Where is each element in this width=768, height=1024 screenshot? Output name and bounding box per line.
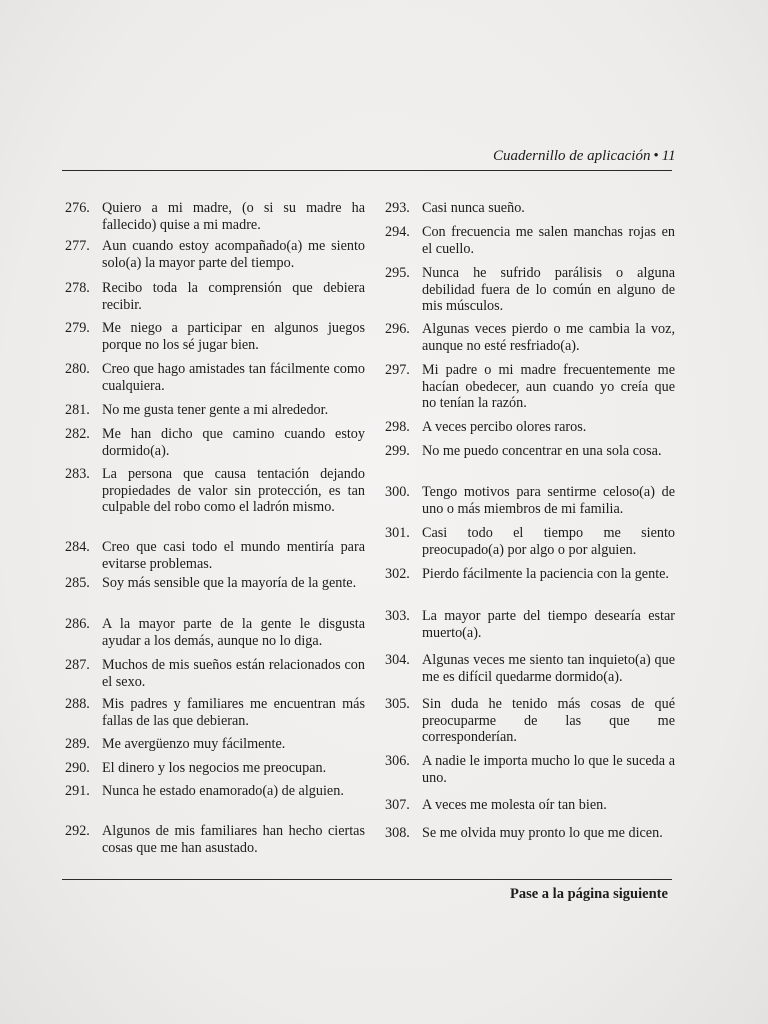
question-text: La persona que causa tentación dejando propiedades de valor sin protección, es tan culpable del robo como el ladrón mismo. xyxy=(102,466,365,515)
question-text: A veces me molesta oír tan bien. xyxy=(422,797,607,813)
question-text: Soy más sensible que la mayoría de la gente. xyxy=(102,575,357,591)
question-number: 307. xyxy=(385,797,410,813)
question-number: 299. xyxy=(385,443,410,459)
question-text: Algunos de mis familiares han hecho ciertas cosas que me han asustado. xyxy=(102,823,365,856)
question-number: 285. xyxy=(65,575,90,591)
question-item xyxy=(385,484,675,517)
question-item xyxy=(65,280,365,313)
question-text: A veces percibo olores raros. xyxy=(422,419,587,435)
question-text: Se me olvida muy pronto lo que me dicen. xyxy=(422,825,663,841)
question-number: 282. xyxy=(65,426,90,442)
question-item xyxy=(65,823,365,856)
question-number: 293. xyxy=(385,200,410,216)
question-item xyxy=(65,320,365,353)
question-text: A la mayor parte de la gente le disgusta ayudar a los demás, aunque no lo diga. xyxy=(102,616,365,649)
question-text: Tengo motivos para sentirme celoso(a) de uno o más miembros de mi familia. xyxy=(422,484,675,517)
question-text: Me avergüenzo muy fácilmente. xyxy=(102,736,286,752)
question-item xyxy=(65,736,365,753)
question-item xyxy=(385,797,675,814)
question-item xyxy=(65,539,365,572)
question-text: No me gusta tener gente a mi alrededor. xyxy=(102,402,329,418)
question-number: 304. xyxy=(385,652,410,668)
header-page-number: 11 xyxy=(661,148,676,164)
question-item xyxy=(385,321,675,354)
question-number: 301. xyxy=(385,525,410,541)
question-item xyxy=(65,575,365,592)
question-number: 305. xyxy=(385,696,410,712)
question-item xyxy=(385,443,675,460)
question-number: 279. xyxy=(65,320,90,336)
question-number: 308. xyxy=(385,825,410,841)
question-item xyxy=(65,466,365,516)
question-text: Pierdo fácilmente la paciencia con la gente. xyxy=(422,566,669,582)
question-item xyxy=(385,696,675,746)
question-text: Casi todo el tiempo me siento preocupado(a) por algo o por alguien. xyxy=(422,525,675,558)
question-text: Algunas veces me siento tan inquieto(a) que me es difícil quedarme dormido(a). xyxy=(422,652,675,685)
question-text: A nadie le importa mucho lo que le suceda a uno. xyxy=(422,753,675,786)
question-item xyxy=(385,753,675,786)
question-text: Creo que casi todo el mundo mentiría para evitarse problemas. xyxy=(102,539,365,572)
question-text: Muchos de mis sueños están relacionados con el sexo. xyxy=(102,657,365,690)
question-text: Casi nunca sueño. xyxy=(422,200,525,216)
question-item xyxy=(65,238,365,271)
question-item xyxy=(65,783,365,800)
question-number: 295. xyxy=(385,265,410,281)
question-number: 288. xyxy=(65,696,90,712)
question-number: 286. xyxy=(65,616,90,632)
header-title: Cuadernillo de aplicación xyxy=(493,148,651,164)
question-text: No me puedo concentrar en una sola cosa. xyxy=(422,443,662,459)
question-number: 287. xyxy=(65,657,90,673)
question-number: 289. xyxy=(65,736,90,752)
question-item xyxy=(385,362,675,412)
question-item xyxy=(65,616,365,649)
question-number: 278. xyxy=(65,280,90,296)
question-text: Me niego a participar en algunos juegos porque no los sé jugar bien. xyxy=(102,320,365,353)
question-number: 306. xyxy=(385,753,410,769)
question-text: Sin duda he tenido más cosas de qué preocuparme de las que me corresponderían. xyxy=(422,696,675,745)
question-item xyxy=(65,402,365,419)
question-number: 284. xyxy=(65,539,90,555)
question-item xyxy=(65,760,365,777)
next-page-note: Pase a la página siguiente xyxy=(510,886,668,902)
question-text: Aun cuando estoy acompañado(a) me siento solo(a) la mayor parte del tiempo. xyxy=(102,238,365,271)
question-number: 298. xyxy=(385,419,410,435)
question-number: 294. xyxy=(385,224,410,240)
question-item xyxy=(385,566,675,583)
footer-rule xyxy=(62,879,672,880)
question-text: La mayor parte del tiempo desearía estar muerto(a). xyxy=(422,608,675,641)
question-text: Creo que hago amistades tan fácilmente como cualquiera. xyxy=(102,361,365,394)
question-number: 281. xyxy=(65,402,90,418)
question-number: 290. xyxy=(65,760,90,776)
question-item xyxy=(385,419,675,436)
question-item xyxy=(65,426,365,459)
question-number: 296. xyxy=(385,321,410,337)
header-rule xyxy=(62,170,672,171)
question-text: Recibo toda la comprensión que debiera recibir. xyxy=(102,280,365,313)
question-number: 297. xyxy=(385,362,410,378)
question-text: Mi padre o mi madre frecuentemente me hacían obedecer, aun cuando yo creía que no tenían la razón. xyxy=(422,362,675,411)
question-number: 300. xyxy=(385,484,410,500)
question-text: Mis padres y familiares me encuentran más fallas de las que debieran. xyxy=(102,696,365,729)
question-text: Algunas veces pierdo o me cambia la voz, aunque no esté resfriado(a). xyxy=(422,321,675,354)
question-item xyxy=(385,608,675,641)
question-item xyxy=(385,265,675,315)
question-item xyxy=(65,200,365,233)
question-text: Me han dicho que camino cuando estoy dormido(a). xyxy=(102,426,365,459)
question-item xyxy=(385,825,675,842)
question-item xyxy=(65,696,365,729)
question-text: Nunca he sufrido parálisis o alguna debilidad fuera de lo común en alguno de mis músculos. xyxy=(422,265,675,314)
question-number: 280. xyxy=(65,361,90,377)
page-header xyxy=(493,148,683,165)
question-number: 276. xyxy=(65,200,90,216)
question-text: Quiero a mi madre, (o si su madre ha fallecido) quise a mi madre. xyxy=(102,200,365,233)
question-item xyxy=(385,652,675,685)
question-number: 283. xyxy=(65,466,90,482)
question-item xyxy=(65,361,365,394)
question-item xyxy=(385,224,675,257)
question-number: 291. xyxy=(65,783,90,799)
question-number: 302. xyxy=(385,566,410,582)
question-text: El dinero y los negocios me preocupan. xyxy=(102,760,327,776)
question-item xyxy=(385,525,675,558)
question-text: Con frecuencia me salen manchas rojas en el cuello. xyxy=(422,224,675,257)
question-item xyxy=(385,200,675,217)
question-number: 277. xyxy=(65,238,90,254)
question-text: Nunca he estado enamorado(a) de alguien. xyxy=(102,783,344,799)
question-number: 303. xyxy=(385,608,410,624)
question-number: 292. xyxy=(65,823,90,839)
question-item xyxy=(65,657,365,690)
header-bullet: • xyxy=(653,148,659,164)
